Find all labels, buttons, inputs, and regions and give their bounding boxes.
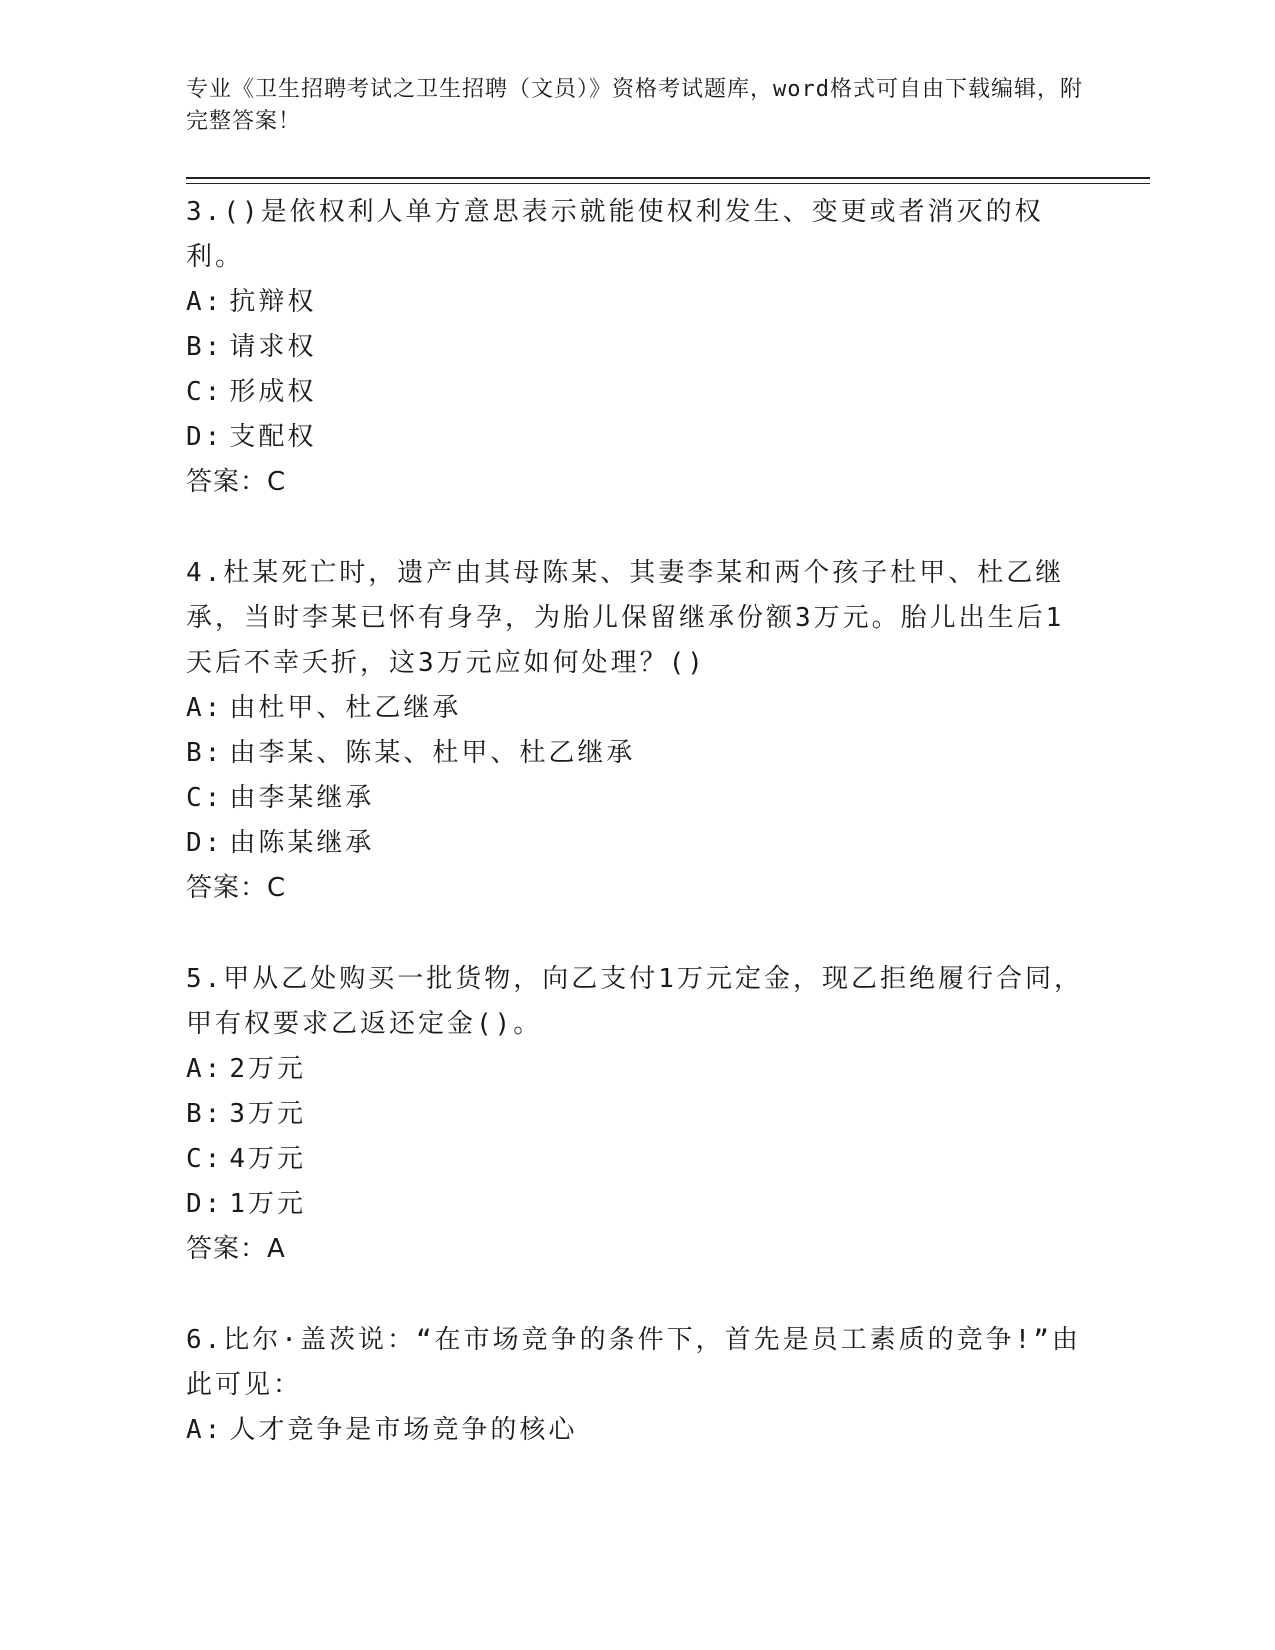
- option-label: B:: [186, 1099, 224, 1129]
- option-text: 4万元: [229, 1144, 306, 1174]
- option-label: A:: [186, 693, 224, 723]
- option-label: B:: [186, 738, 224, 768]
- option-c: [186, 1137, 1086, 1182]
- question-3: [186, 190, 1086, 505]
- option-d: [186, 415, 1086, 460]
- option-label: C:: [186, 783, 224, 813]
- document-intro: 专业《卫生招聘考试之卫生招聘（文员）》资格考试题库，word格式可自由下载编辑，附完整答案！: [186, 77, 1083, 134]
- option-label: D:: [186, 1189, 224, 1219]
- answer: 答案：A: [186, 1234, 286, 1264]
- option-label: B:: [186, 332, 224, 362]
- option-text: 人才竞争是市场竞争的核心: [229, 1415, 578, 1445]
- option-text: 1万元: [229, 1189, 306, 1219]
- option-text: 抗辩权: [229, 287, 317, 317]
- option-label: A:: [186, 1054, 224, 1084]
- option-text: 由杜甲、杜乙继承: [229, 693, 462, 723]
- option-a: [186, 1408, 1086, 1453]
- option-text: 支配权: [229, 422, 317, 452]
- option-c: [186, 370, 1086, 415]
- option-c: [186, 776, 1086, 821]
- answer: 答案：C: [186, 467, 287, 497]
- option-b: [186, 731, 1086, 776]
- question-5: [186, 957, 1086, 1272]
- option-label: A:: [186, 287, 224, 317]
- option-a: [186, 280, 1086, 325]
- question-stem: 4.杜某死亡时，遗产由其母陈某、其妻李某和两个孩子杜甲、杜乙继承，当时李某已怀有身孕，为胎儿保留继承份额3万元。胎儿出生后1天后不幸夭折，这3万元应如何处理？(): [186, 558, 1065, 678]
- option-a: [186, 1047, 1086, 1092]
- option-text: 3万元: [229, 1099, 306, 1129]
- option-text: 由陈某继承: [229, 828, 375, 858]
- question-stem: 5.甲从乙处购买一批货物，向乙支付1万元定金，现乙拒绝履行合同，甲有权要求乙返还定金()。: [186, 964, 1083, 1039]
- option-text: 2万元: [229, 1054, 306, 1084]
- option-b: [186, 1092, 1086, 1137]
- question-6: [186, 1318, 1086, 1453]
- question-list: [186, 190, 1086, 1499]
- question-stem: 3.()是依权利人单方意思表示就能使权利发生、变更或者消灭的权利。: [186, 197, 1044, 272]
- option-d: [186, 1182, 1086, 1227]
- option-label: D:: [186, 828, 224, 858]
- answer: 答案：C: [186, 873, 287, 903]
- option-text: 形成权: [229, 377, 317, 407]
- option-label: C:: [186, 377, 224, 407]
- option-b: [186, 325, 1086, 370]
- header-rule-thick: [186, 177, 1150, 179]
- question-4: [186, 551, 1086, 911]
- option-text: 请求权: [229, 332, 317, 362]
- header-rule-thin: [186, 183, 1150, 184]
- option-a: [186, 686, 1086, 731]
- question-stem: 6.比尔·盖茨说：“在市场竞争的条件下，首先是员工素质的竞争!”由此可见：: [186, 1325, 1081, 1400]
- option-label: A:: [186, 1415, 224, 1445]
- option-label: D:: [186, 422, 224, 452]
- option-text: 由李某继承: [229, 783, 375, 813]
- option-text: 由李某、陈某、杜甲、杜乙继承: [229, 738, 636, 768]
- option-label: C:: [186, 1144, 224, 1174]
- option-d: [186, 821, 1086, 866]
